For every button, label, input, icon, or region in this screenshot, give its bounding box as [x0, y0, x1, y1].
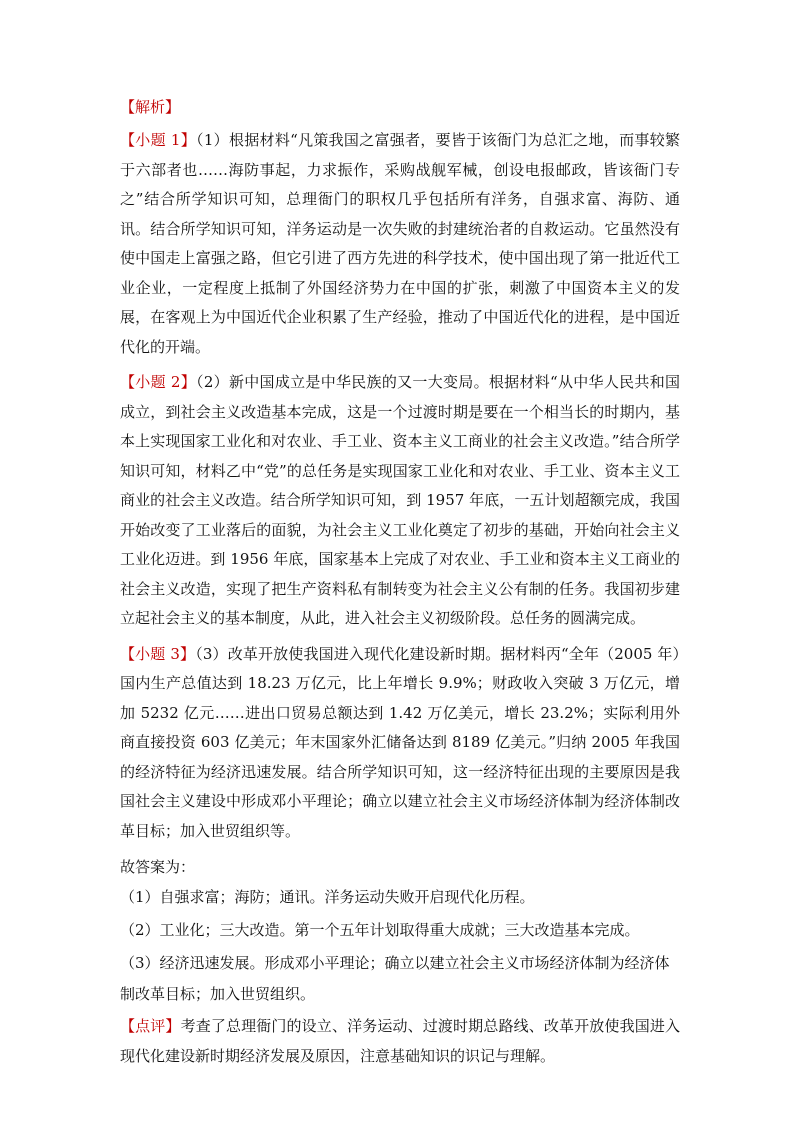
answer-intro: 故答案为：: [120, 858, 196, 876]
question-1-tag: 【小题 1】: [120, 131, 197, 149]
analysis-heading: [120, 96, 680, 118]
question-2-tag: 【小题 2】: [120, 373, 197, 391]
answer-item-1: （1）自强求富；海防；通讯。洋务运动失败开启现代化历程。: [120, 888, 535, 906]
question-1-text: （1）根据材料“凡策我国之富强者，要皆于该衙门为总汇之地，而事较繁于六部者也……海防事起，力求振作，采购战舰军械，创设电报邮政，皆该衙门专之”结合所学知识可知，总理衙门的职权几乎包括所有洋务，自强求富、海防、通讯。结合所学知识可知，洋务运动是一次失败的封建统治者的自救运动。它虽然没有使中国走上富强之路，但它引进了西方先进的科学技术，使中国出现了第一批近代工业企业，一定程度上抵制了外国经济势力在中国的扩张，刺激了中国资本主义的发展，在客观上为中国近代企业积累了生产经验，推动了中国近代化的进程，是中国近代化的开端。: [120, 131, 680, 356]
comment-paragraph: [120, 1012, 680, 1071]
question-3-tag: 【小题 3】: [120, 644, 196, 663]
question-3-text: （3）改革开放使我国进入现代化建设新时期。据材料丙“全年（2005 年）国内生产总值达到 18.23 万亿元，比上年增长 9.9%；财政收入突破 3 万亿元，增加 5232 亿元……进出口贸易总额达到 1.42 万亿美元，增长 23.2%；实际利用外商直接投资 603 亿美元；年末国家外汇储备达到 8189 亿美元。”归纳 2005 年我国的经济特征为经济迅速发展。结合所学知识可知，这一经济特征出现的主要原因是我国社会主义建设中形成邓小平理论；确立以建立社会主义市场经济体制为经济体制改革目标；加入世贸组织等。: [120, 644, 680, 840]
answer-item-2: （2）工业化；三大改造。第一个五年计划取得重大成就；三大改造基本完成。: [120, 921, 640, 939]
comment-tag: 【点评】: [120, 1017, 181, 1035]
question-2-text: （2）新中国成立是中华民族的又一大变局。根据材料“从中华人民共和国成立，到社会主义改造基本完成，这是一个过渡时期是要在一个相当长的时期内，基本上实现国家工业化和对农业、手工业、资本主义工商业的社会主义改造。”结合所学知识可知，材料乙中“党”的总任务是实现国家工业化和对农业、手工业、资本主义工商业的社会主义改造。结合所学知识可知，到 1957 年底，一五计划超额完成，我国开始改变了工业落后的面貌，为社会主义工业化奠定了初步的基础，开始向社会主义工业化迈进。到 1956 年底，国家基本上完成了对农业、手工业和资本主义工商业的社会主义改造，实现了把生产资料私有制转变为社会主义公有制的任务。我国初步建立起社会主义的基本制度，从此，进入社会主义初级阶段。总任务的圆满完成。: [120, 373, 680, 627]
question-2-explanation: [120, 368, 680, 634]
question-3-explanation: [120, 640, 680, 847]
answer-item-3: （3）经济迅速发展。形成邓小平理论；确立以建立社会主义市场经济体制为经济体制改革目标；加入世贸组织。: [120, 954, 670, 1003]
comment-text: 考查了总理衙门的设立、洋务运动、过渡时期总路线、改革开放使我国进入现代化建设新时期经济发展及原因，注意基础知识的识记与理解。: [120, 1017, 680, 1065]
analysis-heading-label: 【解析】: [120, 98, 181, 116]
question-1-explanation: [120, 126, 680, 362]
